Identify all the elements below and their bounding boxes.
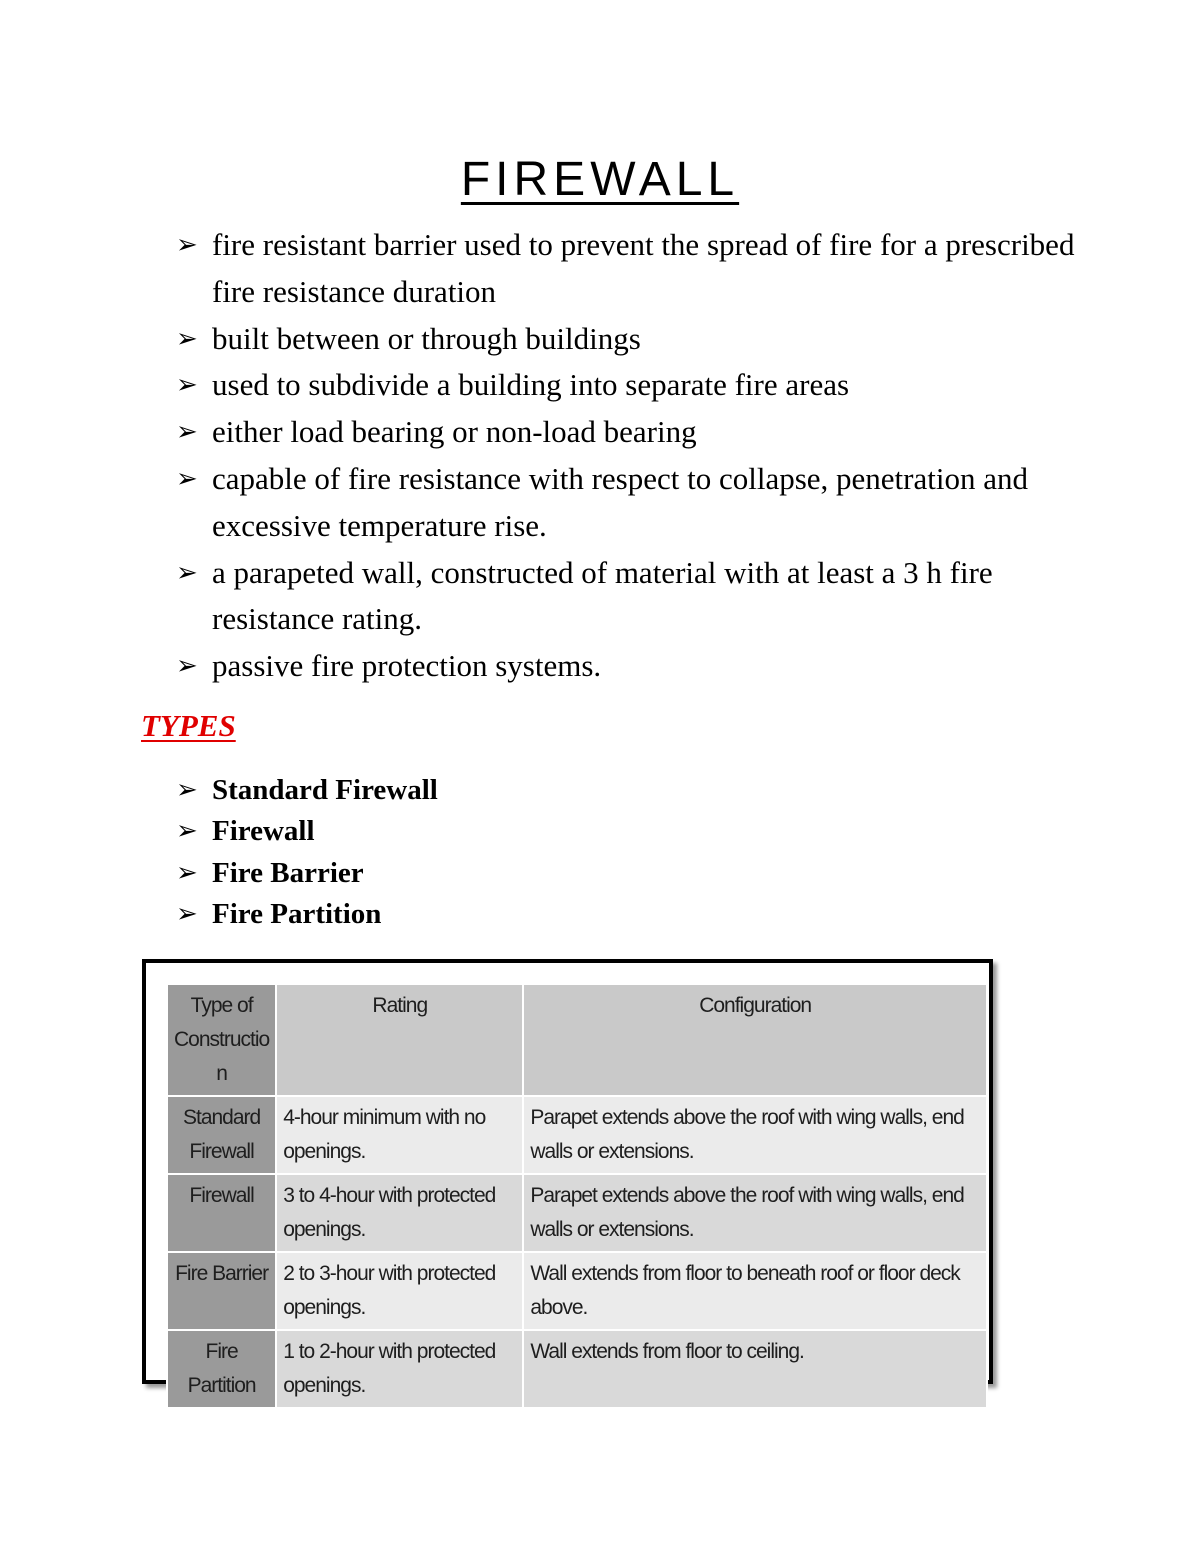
configuration-cell: Parapet extends above the roof with wing walls, end walls or extensions. bbox=[523, 1096, 987, 1174]
arrow-bullet-icon: ➢ bbox=[176, 463, 198, 494]
firewall-types-table bbox=[166, 983, 988, 1409]
header-rating: Rating bbox=[276, 984, 523, 1096]
types-heading: TYPES bbox=[141, 708, 236, 743]
list-item: ➢ built between or through buildings bbox=[176, 316, 1076, 363]
header-configuration: Configuration bbox=[523, 984, 987, 1096]
type-item: ➢ Fire Barrier bbox=[176, 853, 438, 894]
arrow-bullet-icon: ➢ bbox=[176, 898, 198, 929]
type-cell: Standard Firewall bbox=[167, 1096, 276, 1174]
list-item: ➢ fire resistant barrier used to prevent the spread of fire for a prescribed fire resistance duration bbox=[176, 222, 1076, 316]
list-item: ➢ used to subdivide a building into separate fire areas bbox=[176, 362, 1076, 409]
types-list bbox=[176, 770, 438, 935]
header-type: Type of Constructio n bbox=[167, 984, 276, 1096]
table-row bbox=[167, 1330, 987, 1408]
arrow-bullet-icon: ➢ bbox=[176, 230, 198, 260]
type-cell: Firewall bbox=[167, 1174, 276, 1252]
rating-cell: 3 to 4-hour with protected openings. bbox=[276, 1174, 523, 1252]
type-item: ➢ Fire Partition bbox=[176, 894, 438, 935]
list-item: ➢ passive fire protection systems. bbox=[176, 643, 1076, 690]
arrow-bullet-icon: ➢ bbox=[176, 323, 198, 354]
page-title: FIREWALL bbox=[460, 153, 740, 206]
arrow-bullet-icon: ➢ bbox=[176, 370, 198, 401]
type-cell: Fire Partition bbox=[167, 1330, 276, 1408]
arrow-bullet-icon: ➢ bbox=[176, 775, 198, 805]
list-item: ➢ either load bearing or non-load bearing bbox=[176, 409, 1076, 456]
table-row bbox=[167, 1174, 987, 1252]
rating-cell: 1 to 2-hour with protected openings. bbox=[276, 1330, 523, 1408]
definition-list bbox=[176, 222, 1076, 690]
table-header-row bbox=[167, 984, 987, 1096]
arrow-bullet-icon: ➢ bbox=[176, 857, 198, 888]
rating-cell: 2 to 3-hour with protected openings. bbox=[276, 1252, 523, 1330]
configuration-cell: Parapet extends above the roof with wing walls, end walls or extensions. bbox=[523, 1174, 987, 1252]
table-row bbox=[167, 1252, 987, 1330]
table-row bbox=[167, 1096, 987, 1174]
configuration-cell: Wall extends from floor to beneath roof or floor deck above. bbox=[523, 1252, 987, 1330]
list-item: ➢ capable of fire resistance with respect to collapse, penetration and excessive temperature rise. bbox=[176, 456, 1076, 550]
configuration-cell: Wall extends from floor to ceiling. bbox=[523, 1330, 987, 1408]
arrow-bullet-icon: ➢ bbox=[176, 816, 198, 847]
type-item: ➢ Firewall bbox=[176, 811, 438, 852]
type-cell: Fire Barrier bbox=[167, 1252, 276, 1330]
table-frame bbox=[142, 959, 993, 1397]
type-item: ➢ Standard Firewall bbox=[176, 770, 438, 811]
rating-cell: 4-hour minimum with no openings. bbox=[276, 1096, 523, 1174]
arrow-bullet-icon: ➢ bbox=[176, 417, 198, 448]
arrow-bullet-icon: ➢ bbox=[176, 651, 198, 682]
list-item: ➢ a parapeted wall, constructed of material with at least a 3 h fire resistance rating. bbox=[176, 550, 1076, 644]
arrow-bullet-icon: ➢ bbox=[176, 557, 198, 588]
